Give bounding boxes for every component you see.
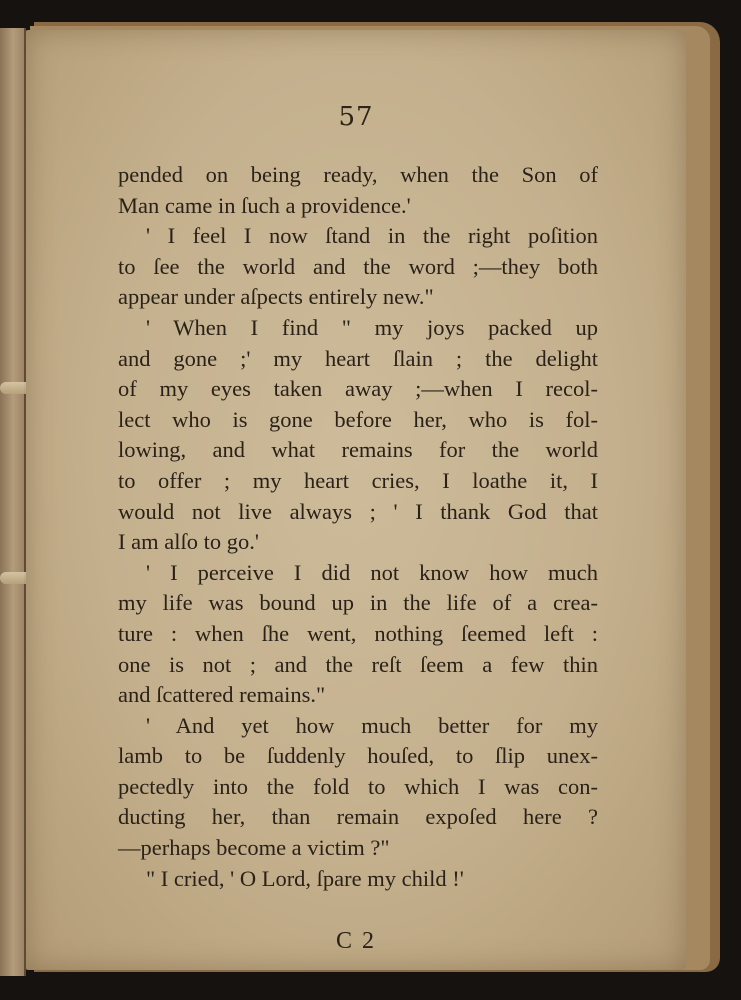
text-line: lowing, and what remains for the world bbox=[118, 437, 598, 463]
text-line: and gone ;' my heart ſlain ; the delight bbox=[118, 345, 598, 371]
text-line: I am alſo to go.' bbox=[118, 529, 259, 555]
book-page bbox=[26, 30, 686, 970]
text-line: pectedly into the fold to which I was con- bbox=[118, 773, 598, 799]
text-line: —perhaps become a victim ?" bbox=[118, 835, 390, 861]
text-line: lamb to be ſuddenly houſed, to ſlip unex- bbox=[118, 743, 598, 769]
text-line: my life was bound up in the life of a crea- bbox=[118, 590, 598, 616]
text-line: ducting her, than remain expoſed here ? bbox=[118, 804, 598, 830]
text-line: ' I perceive I did not know how much bbox=[146, 559, 598, 585]
text-line: would not live always ; ' I thank God that bbox=[118, 498, 598, 524]
text-line: pended on being ready, when the Son of bbox=[118, 162, 598, 187]
page-text bbox=[118, 160, 598, 894]
text-line: appear under aſpects entirely new." bbox=[118, 284, 434, 310]
text-line: ' I feel I now ſtand in the right poſition bbox=[146, 223, 598, 249]
text-line: ' And yet how much better for my bbox=[146, 712, 598, 738]
page-number: 57 bbox=[338, 102, 374, 132]
text-line: to ſee the world and the word ;—they both bbox=[118, 253, 598, 279]
text-line: of my eyes taken away ;—when I recol- bbox=[118, 376, 598, 402]
text-line: one is not ; and the reſt ſeem a few thin bbox=[118, 651, 598, 677]
text-line: " I cried, ' O Lord, ſpare my child !' bbox=[146, 865, 464, 891]
text-line: ture : when ſhe went, nothing ſeemed left : bbox=[118, 620, 598, 646]
text-line: lect who is gone before her, who is fol- bbox=[118, 406, 598, 432]
text-line: Man came in ſuch a providence.' bbox=[118, 192, 411, 218]
text-line: and ſcattered remains." bbox=[118, 682, 326, 708]
signature-mark: C 2 bbox=[335, 928, 376, 954]
previous-page-edge bbox=[0, 28, 26, 976]
text-line: to offer ; my heart cries, I loathe it, I bbox=[118, 467, 598, 493]
text-line: ' When I find " my joys packed up bbox=[146, 314, 598, 340]
